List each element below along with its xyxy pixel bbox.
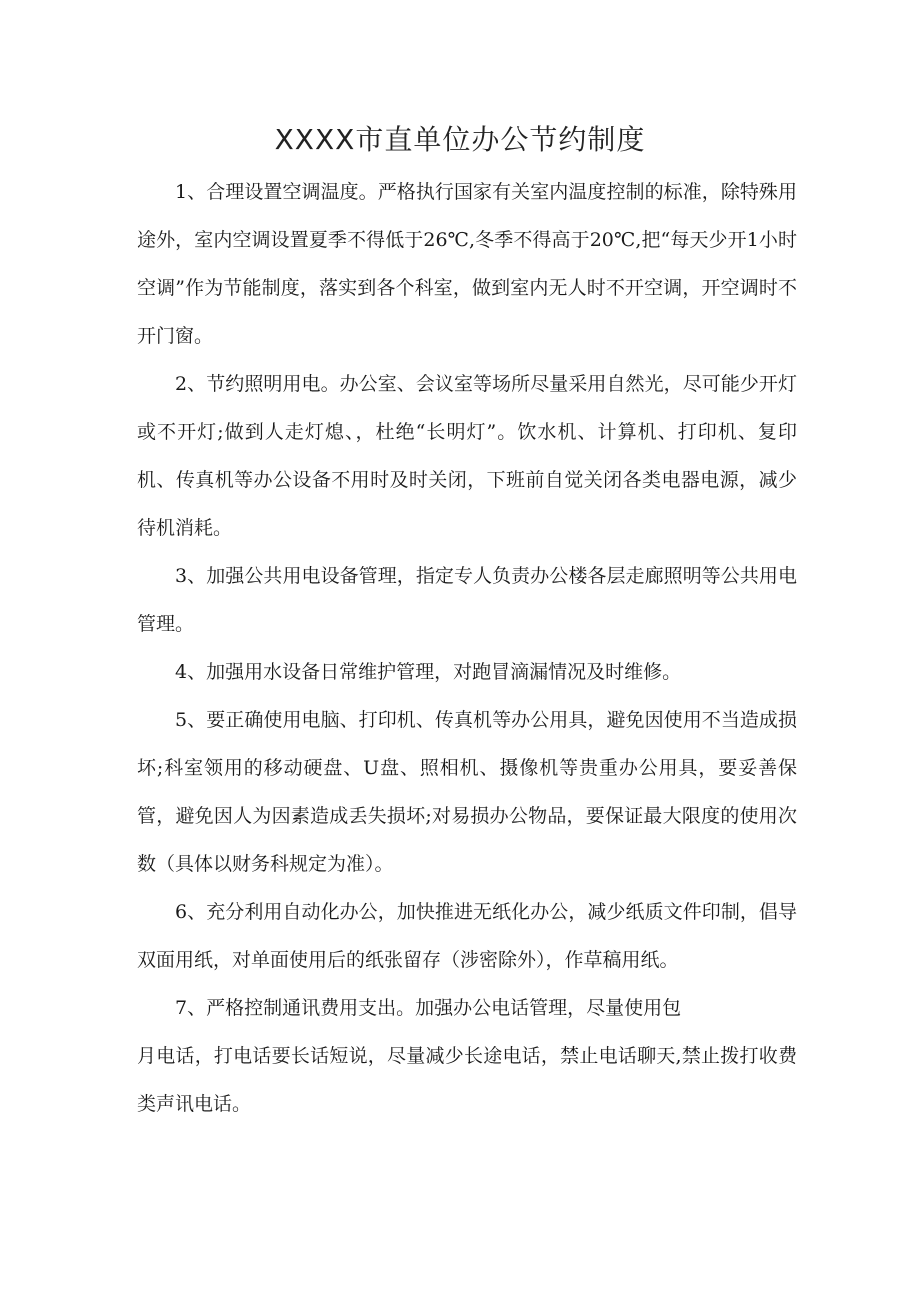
document-body xyxy=(137,168,797,1128)
paragraph-2: 2、节约照明用电。办公室、会议室等场所尽量采用自然光，尽可能少开灯或不开灯;做到人走灯熄、，杜绝“长明灯”。饮水机、计算机、打印机、复印机、传真机等办公设备不用时及时关闭，下班前自觉关闭各类电器电源，减少待机消耗。 xyxy=(137,373,797,539)
paragraph-5: 5、要正确使用电脑、打印机、传真机等办公用具，避免因使用不当造成损坏;科室领用的移动硬盘、U盘、照相机、摄像机等贵重办公用具，要妥善保管，避免因人为因素造成丢失损坏;对易损办公物品，要保证最大限度的使用次数（具体以财务科规定为准）。 xyxy=(137,709,797,875)
paragraph-7-line-1: 7、严格控制通讯费用支出。加强办公电话管理，尽量使用包 xyxy=(175,997,682,1019)
paragraph-4: 4、加强用水设备日常维护管理，对跑冒滴漏情况及时维修。 xyxy=(175,661,682,683)
document-title: XXXX市直单位办公节约制度 xyxy=(274,123,646,156)
paragraph-3: 3、加强公共用电设备管理，指定专人负责办公楼各层走廊照明等公共用电管理。 xyxy=(137,565,797,635)
paragraph-7 xyxy=(137,984,797,1128)
paragraph-1: 1、合理设置空调温度。严格执行国家有关室内温度控制的标准，除特殊用途外，室内空调设置夏季不得低于26℃,冬季不得高于20℃,把“每天少开1小时空调”作为节能制度，落实到各个科室，做到室内无人时不开空调，开空调时不开门窗。 xyxy=(137,181,797,347)
paragraph-7-line-2: 月电话，打电话要长话短说，尽量减少长途电话，禁止电话聊天,禁止拨打收费类声讯电话。 xyxy=(137,1045,797,1115)
paragraph-6: 6、充分利用自动化办公，加快推进无纸化办公，减少纸质文件印制，倡导双面用纸，对单面使用后的纸张留存（涉密除外），作草稿用纸。 xyxy=(137,901,797,971)
